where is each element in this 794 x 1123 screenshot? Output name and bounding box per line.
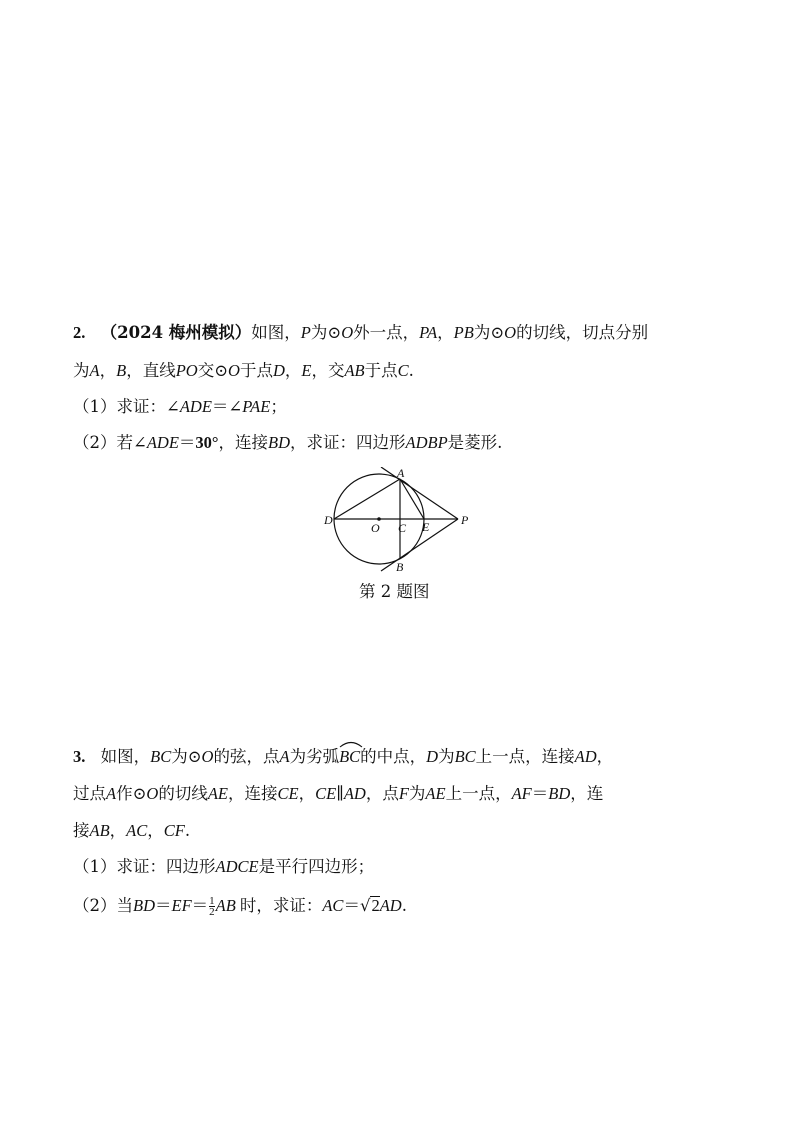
- fraction-one-half: $\frac{1}{2}$: [209, 895, 215, 918]
- arc-bc: BC: [339, 747, 360, 767]
- q3-line-2: 过点A作⊙O的切线AE，连接CE，CE∥AD，点F为AE上一点，AF＝BD，连: [73, 784, 604, 803]
- figure-caption: 第 2 题图: [359, 582, 430, 601]
- segment-ae: [400, 479, 424, 519]
- label-a: A: [397, 467, 405, 480]
- label-o: O: [371, 521, 380, 535]
- question-source: （2024 梅州模拟）: [100, 323, 252, 342]
- sqrt-icon: √: [359, 896, 371, 915]
- q2-part-2: （2）若∠ADE＝30°，连接BD，求证：四边形ADBP是菱形.: [73, 433, 503, 452]
- label-e: E: [422, 520, 430, 534]
- q2-part-1: （1）求证：∠ADE＝∠PAE；: [73, 397, 287, 416]
- q2-line-1: 2. （2024 梅州模拟）如图，P为⊙O外一点，PA，PB为⊙O的切线，切点分别: [73, 323, 649, 342]
- q3-part-2: （2）当BD＝EF＝ $\frac{1}{2}$ AB 时，求证：AC＝√2AD.: [73, 895, 407, 918]
- label-c: C: [398, 521, 407, 535]
- label-d: D: [324, 513, 333, 527]
- label-p: P: [461, 513, 469, 527]
- q2-line-2: 为A，B，直线PO交⊙O于点D，E，交AB于点C.: [73, 361, 414, 380]
- q3-part-1: （1）求证：四边形ADCE是平行四边形；: [73, 857, 375, 876]
- question-number: 3.: [73, 747, 86, 766]
- segment-da: [334, 479, 400, 519]
- q3-line-3: 接AB，AC，CF.: [73, 821, 191, 840]
- q2-geometry-figure: [318, 467, 478, 577]
- q3-line-1: 3. 如图，BC为⊙O的弦，点A为劣弧 BC的中点，D为BC上一点，连接AD，: [73, 747, 613, 767]
- sqrt-radicand: 2: [371, 896, 380, 915]
- label-b: B: [396, 560, 404, 574]
- arc-symbol: [339, 740, 363, 748]
- question-number: 2.: [73, 323, 86, 342]
- tangent-pb: [381, 519, 458, 571]
